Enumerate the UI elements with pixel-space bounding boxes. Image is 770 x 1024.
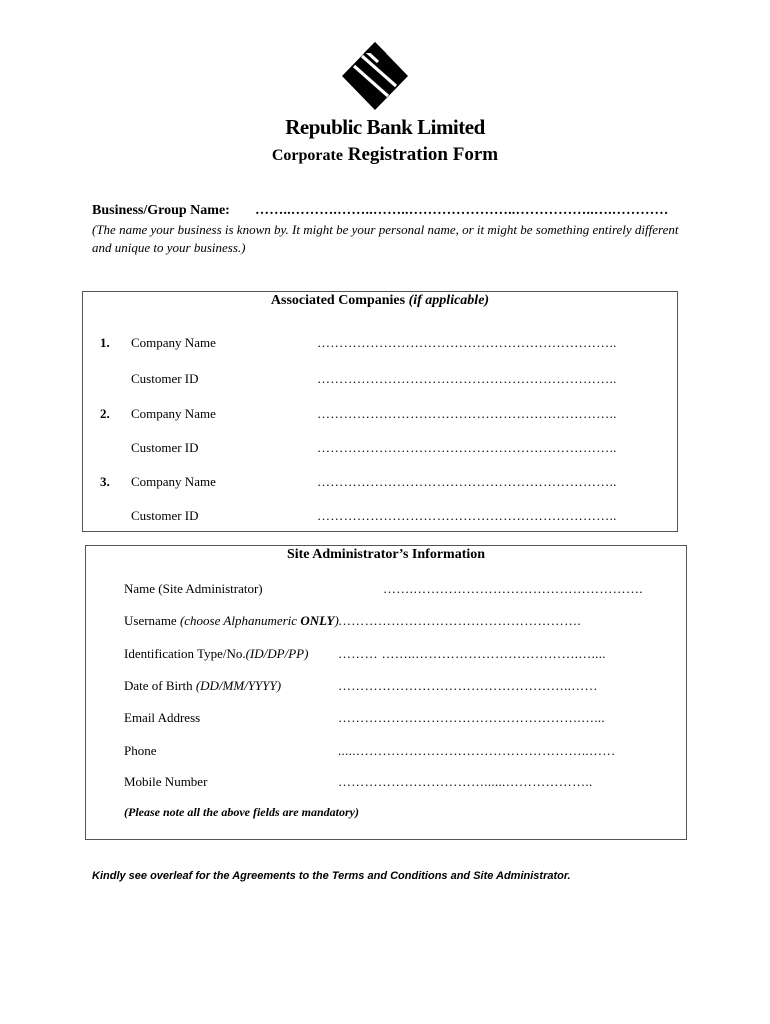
customer-id-field-1[interactable]: ………………………………………………………….. (317, 371, 617, 386)
form-title-main: Registration Form (347, 144, 499, 165)
company-number-2: 2. (100, 406, 110, 421)
company-name-label-2: Company Name (131, 406, 216, 421)
customer-id-label-2: Customer ID (131, 440, 199, 455)
customer-id-label-3: Customer ID (131, 508, 199, 523)
identification-label: Identification Type/No.(ID/DP/PP) (124, 646, 309, 661)
admin-name-field[interactable]: …….……………………………………………. (383, 581, 643, 596)
site-admin-title: Site Administrator’s Information (286, 547, 486, 562)
bank-name: Republic Bank Limited (285, 115, 485, 139)
company-name-field-3[interactable]: ………………………………………………………….. (317, 474, 617, 489)
customer-id-label-1: Customer ID (131, 371, 199, 386)
company-name-field-2[interactable]: ………………………………………………………….. (317, 406, 617, 421)
company-name-field-1[interactable]: ………………………………………………………….. (317, 335, 617, 350)
associated-companies-heading: Associated Companies (270, 293, 406, 308)
identification-field[interactable]: ……… ……..……………………………….….... (338, 646, 606, 661)
form-title (0, 144, 770, 166)
email-label: Email Address (124, 710, 201, 725)
company-number-1: 1. (100, 335, 110, 350)
phone-field[interactable]: .....……………………………………………..…… (338, 743, 616, 758)
customer-id-field-2[interactable]: ………………………………………………………….. (317, 440, 617, 455)
republic-bank-logo (340, 40, 410, 112)
business-name-field[interactable]: ……..……….……..……..…………………..……………..….………… (255, 203, 669, 218)
username-label: Username (choose Alphanumeric ONLY) (124, 613, 339, 628)
company-name-label-3: Company Name (131, 474, 216, 489)
date-of-birth-field[interactable]: ……………………………………………..…… (338, 678, 598, 693)
mobile-number-label: Mobile Number (124, 774, 208, 789)
customer-id-field-3[interactable]: ………………………………………………………….. (317, 508, 617, 523)
phone-label: Phone (124, 743, 157, 758)
business-name-help: (The name your business is known by. It might be your personal name, or it might be something entirely different and unique to your business.) (92, 222, 679, 255)
company-name-label-1: Company Name (131, 335, 216, 350)
date-of-birth-label: Date of Birth (DD/MM/YYYY) (124, 678, 282, 693)
admin-name-label: Name (Site Administrator) (124, 581, 263, 596)
mandatory-note: (Please note all the above fields are mandatory) (124, 805, 359, 819)
username-field[interactable]: ………………………………………………. (338, 613, 581, 628)
email-field[interactable]: ……………………………………………….…... (338, 710, 605, 725)
business-name-label: Business/Group Name: (92, 203, 230, 218)
associated-companies-title (82, 293, 678, 309)
form-title-prefix: Corporate (271, 147, 343, 164)
mobile-number-field[interactable]: ……………………………......……………….. (338, 774, 593, 789)
company-number-3: 3. (100, 474, 110, 489)
footer-note: Kindly see overleaf for the Agreements to the Terms and Conditions and Site Administrator. (92, 870, 571, 882)
associated-companies-suffix: (if applicable) (408, 293, 490, 308)
